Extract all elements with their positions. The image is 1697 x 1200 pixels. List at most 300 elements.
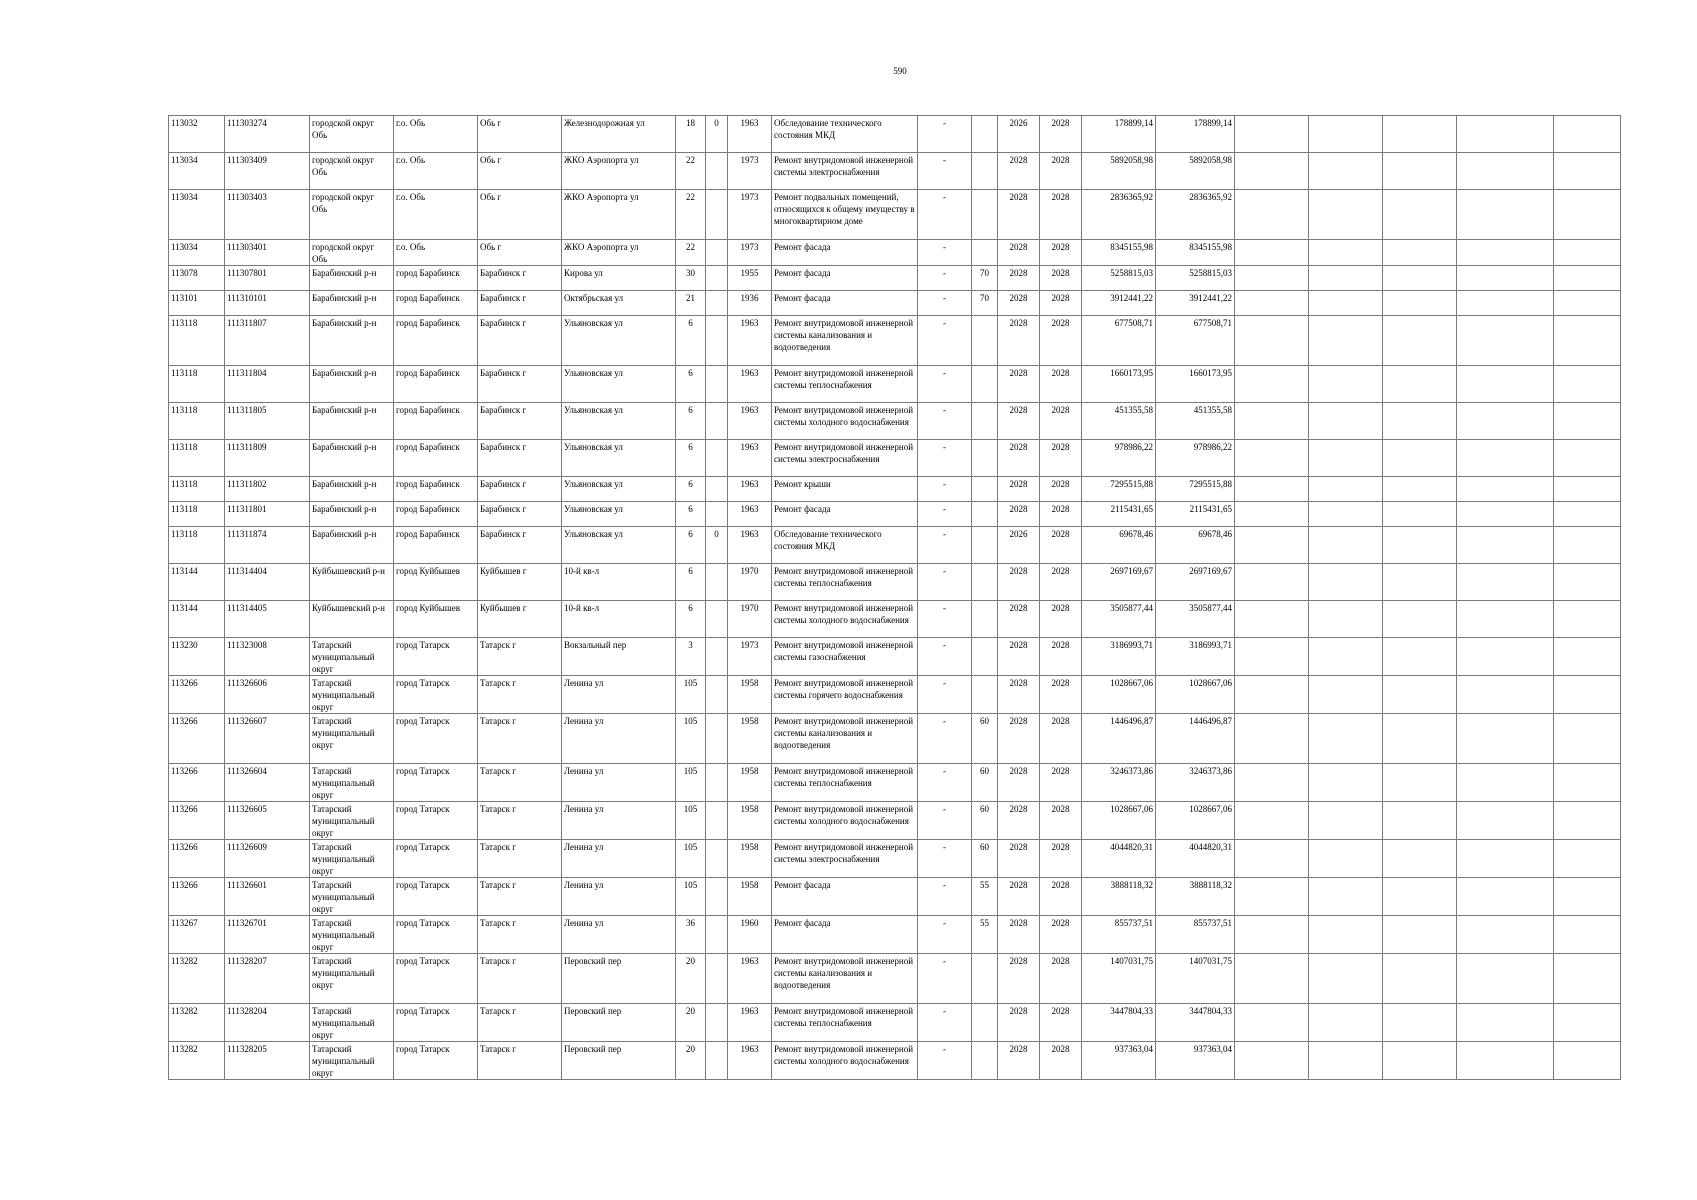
table-row (169, 1004, 1621, 1042)
cell-year: 1958 (728, 714, 772, 764)
cell-street: Ленина ул (562, 840, 676, 878)
cell-start: 2028 (998, 240, 1040, 266)
cell-start: 2028 (998, 878, 1040, 916)
cell-building (706, 564, 728, 601)
cell-house: 20 (676, 1004, 706, 1042)
cell-end: 2028 (1040, 403, 1082, 440)
table-row (169, 190, 1621, 240)
cell-cost1: 2115431,65 (1082, 502, 1156, 527)
cell-id: 113266 (169, 878, 225, 916)
cell-street: Ульяновская ул (562, 527, 676, 564)
cell-wear: 60 (972, 714, 998, 764)
cell-municipality: город Татарск (394, 1004, 478, 1042)
cell-id: 113266 (169, 714, 225, 764)
cell-district: городской округ Обь (310, 153, 394, 190)
cell-e1 (1235, 153, 1309, 190)
table-row (169, 1042, 1621, 1080)
cell-locality: Барабинск г (478, 440, 562, 477)
table-row (169, 440, 1621, 477)
cell-code: 111326601 (225, 878, 310, 916)
cell-street: Ленина ул (562, 764, 676, 802)
cell-district: Татарский муниципальный округ (310, 840, 394, 878)
cell-wear (972, 316, 998, 366)
cell-locality: Обь г (478, 240, 562, 266)
cell-e3 (1383, 1042, 1457, 1080)
cell-e5 (1554, 316, 1621, 366)
cell-locality: Барабинск г (478, 366, 562, 403)
cell-code: 111326604 (225, 764, 310, 802)
cell-street: Вокзальный пер (562, 638, 676, 676)
cell-e1 (1235, 316, 1309, 366)
cell-year: 1963 (728, 502, 772, 527)
table-row (169, 403, 1621, 440)
cell-street: ЖКО Аэропорта ул (562, 153, 676, 190)
cell-year: 1963 (728, 116, 772, 153)
cell-e2 (1309, 316, 1383, 366)
cell-id: 113282 (169, 954, 225, 1004)
cell-end: 2028 (1040, 1042, 1082, 1080)
cell-id: 113118 (169, 366, 225, 403)
cell-wear: 60 (972, 802, 998, 840)
cell-dash: - (918, 714, 972, 764)
cell-cost2: 451355,58 (1156, 403, 1235, 440)
cell-end: 2028 (1040, 477, 1082, 502)
cell-end: 2028 (1040, 840, 1082, 878)
cell-municipality: город Куйбышев (394, 564, 478, 601)
cell-wear: 70 (972, 291, 998, 316)
cell-work: Ремонт внутридомовой инженерной системы теплоснабжения (772, 764, 918, 802)
cell-e1 (1235, 527, 1309, 564)
cell-cost2: 3186993,71 (1156, 638, 1235, 676)
table-row (169, 527, 1621, 564)
cell-district: Барабинский р-н (310, 366, 394, 403)
cell-e3 (1383, 802, 1457, 840)
cell-e2 (1309, 266, 1383, 291)
cell-code: 111311874 (225, 527, 310, 564)
cell-municipality: город Татарск (394, 714, 478, 764)
cell-municipality: г.о. Обь (394, 190, 478, 240)
cell-year: 1963 (728, 1004, 772, 1042)
cell-locality: Татарск г (478, 916, 562, 954)
cell-e1 (1235, 291, 1309, 316)
cell-street: Ленина ул (562, 916, 676, 954)
cell-id: 113144 (169, 564, 225, 601)
cell-e5 (1554, 440, 1621, 477)
cell-house: 105 (676, 802, 706, 840)
cell-municipality: г.о. Обь (394, 153, 478, 190)
cell-building: 0 (706, 527, 728, 564)
cell-district: Татарский муниципальный округ (310, 954, 394, 1004)
cell-work: Ремонт крыши (772, 477, 918, 502)
cell-building (706, 291, 728, 316)
cell-e4 (1457, 954, 1554, 1004)
cell-code: 111311807 (225, 316, 310, 366)
cell-cost1: 2836365,92 (1082, 190, 1156, 240)
cell-house: 105 (676, 714, 706, 764)
cell-house: 6 (676, 403, 706, 440)
cell-e5 (1554, 676, 1621, 714)
cell-end: 2028 (1040, 153, 1082, 190)
cell-cost2: 4044820,31 (1156, 840, 1235, 878)
cell-district: Барабинский р-н (310, 291, 394, 316)
cell-e2 (1309, 153, 1383, 190)
cell-e5 (1554, 840, 1621, 878)
cell-street: Ульяновская ул (562, 440, 676, 477)
cell-dash: - (918, 916, 972, 954)
cell-street: Октябрьская ул (562, 291, 676, 316)
cell-work: Ремонт внутридомовой инженерной системы горячего водоснабжения (772, 676, 918, 714)
cell-street: 10-й кв-л (562, 564, 676, 601)
cell-street: Перовский пер (562, 1042, 676, 1080)
cell-cost1: 3447804,33 (1082, 1004, 1156, 1042)
cell-code: 111311809 (225, 440, 310, 477)
cell-cost1: 3186993,71 (1082, 638, 1156, 676)
table-row (169, 316, 1621, 366)
cell-building (706, 403, 728, 440)
cell-year: 1973 (728, 240, 772, 266)
cell-year: 1963 (728, 477, 772, 502)
cell-cost2: 937363,04 (1156, 1042, 1235, 1080)
cell-e3 (1383, 190, 1457, 240)
cell-code: 111311804 (225, 366, 310, 403)
cell-municipality: г.о. Обь (394, 116, 478, 153)
cell-work: Ремонт внутридомовой инженерной системы холодного водоснабжения (772, 802, 918, 840)
cell-wear (972, 676, 998, 714)
cell-e2 (1309, 564, 1383, 601)
cell-code: 111326609 (225, 840, 310, 878)
cell-cost1: 677508,71 (1082, 316, 1156, 366)
cell-dash: - (918, 878, 972, 916)
cell-wear (972, 638, 998, 676)
cell-start: 2028 (998, 366, 1040, 403)
cell-cost1: 978986,22 (1082, 440, 1156, 477)
cell-street: Железнодорожная ул (562, 116, 676, 153)
cell-work: Ремонт фасада (772, 502, 918, 527)
cell-cost1: 937363,04 (1082, 1042, 1156, 1080)
cell-work: Ремонт фасада (772, 291, 918, 316)
cell-start: 2028 (998, 954, 1040, 1004)
cell-e2 (1309, 291, 1383, 316)
cell-cost1: 5258815,03 (1082, 266, 1156, 291)
cell-house: 20 (676, 954, 706, 1004)
cell-code: 111323008 (225, 638, 310, 676)
cell-id: 113118 (169, 403, 225, 440)
cell-cost2: 2836365,92 (1156, 190, 1235, 240)
cell-work: Ремонт внутридомовой инженерной системы канализования и водоотведения (772, 954, 918, 1004)
cell-e1 (1235, 477, 1309, 502)
cell-e1 (1235, 878, 1309, 916)
cell-dash: - (918, 316, 972, 366)
cell-cost2: 1660173,95 (1156, 366, 1235, 403)
cell-e2 (1309, 502, 1383, 527)
cell-dash: - (918, 601, 972, 638)
cell-id: 113118 (169, 440, 225, 477)
cell-year: 1963 (728, 527, 772, 564)
table-row (169, 153, 1621, 190)
cell-code: 111311801 (225, 502, 310, 527)
cell-start: 2028 (998, 802, 1040, 840)
cell-dash: - (918, 764, 972, 802)
cell-e1 (1235, 403, 1309, 440)
cell-code: 111326606 (225, 676, 310, 714)
cell-wear: 55 (972, 916, 998, 954)
cell-street: Ульяновская ул (562, 403, 676, 440)
cell-dash: - (918, 153, 972, 190)
cell-year: 1958 (728, 764, 772, 802)
cell-id: 113144 (169, 601, 225, 638)
cell-end: 2028 (1040, 291, 1082, 316)
cell-e5 (1554, 240, 1621, 266)
cell-work: Ремонт внутридомовой инженерной системы теплоснабжения (772, 564, 918, 601)
cell-locality: Обь г (478, 190, 562, 240)
table-row (169, 878, 1621, 916)
cell-locality: Куйбышев г (478, 601, 562, 638)
cell-dash: - (918, 240, 972, 266)
cell-cost2: 1446496,87 (1156, 714, 1235, 764)
cell-start: 2026 (998, 527, 1040, 564)
cell-e1 (1235, 764, 1309, 802)
cell-wear (972, 954, 998, 1004)
cell-year: 1963 (728, 1042, 772, 1080)
cell-e4 (1457, 564, 1554, 601)
cell-municipality: город Татарск (394, 802, 478, 840)
registry-table (168, 115, 1621, 1080)
cell-locality: Барабинск г (478, 502, 562, 527)
cell-house: 6 (676, 601, 706, 638)
cell-wear (972, 1042, 998, 1080)
cell-e2 (1309, 601, 1383, 638)
table-row (169, 366, 1621, 403)
cell-house: 6 (676, 564, 706, 601)
cell-e4 (1457, 116, 1554, 153)
cell-locality: Татарск г (478, 638, 562, 676)
cell-e1 (1235, 240, 1309, 266)
cell-cost2: 5892058,98 (1156, 153, 1235, 190)
cell-cost2: 178899,14 (1156, 116, 1235, 153)
cell-wear (972, 1004, 998, 1042)
cell-e5 (1554, 954, 1621, 1004)
cell-e4 (1457, 714, 1554, 764)
cell-wear (972, 190, 998, 240)
table-row (169, 502, 1621, 527)
cell-id: 113034 (169, 240, 225, 266)
cell-e1 (1235, 714, 1309, 764)
cell-municipality: город Куйбышев (394, 601, 478, 638)
cell-wear (972, 240, 998, 266)
cell-start: 2028 (998, 403, 1040, 440)
cell-e3 (1383, 403, 1457, 440)
table-row (169, 477, 1621, 502)
cell-cost2: 1407031,75 (1156, 954, 1235, 1004)
cell-work: Ремонт фасада (772, 916, 918, 954)
cell-locality: Обь г (478, 153, 562, 190)
cell-locality: Барабинск г (478, 266, 562, 291)
cell-start: 2028 (998, 153, 1040, 190)
cell-cost1: 855737,51 (1082, 916, 1156, 954)
cell-e3 (1383, 954, 1457, 1004)
cell-id: 113101 (169, 291, 225, 316)
cell-e5 (1554, 564, 1621, 601)
cell-end: 2028 (1040, 878, 1082, 916)
cell-e4 (1457, 403, 1554, 440)
cell-building (706, 802, 728, 840)
cell-locality: Татарск г (478, 840, 562, 878)
cell-cost1: 1028667,06 (1082, 802, 1156, 840)
cell-e5 (1554, 403, 1621, 440)
cell-e5 (1554, 638, 1621, 676)
cell-e5 (1554, 1004, 1621, 1042)
cell-e3 (1383, 316, 1457, 366)
cell-e5 (1554, 266, 1621, 291)
cell-end: 2028 (1040, 116, 1082, 153)
cell-street: Ленина ул (562, 802, 676, 840)
cell-district: Барабинский р-н (310, 527, 394, 564)
cell-e1 (1235, 802, 1309, 840)
cell-e4 (1457, 291, 1554, 316)
cell-e4 (1457, 190, 1554, 240)
cell-id: 113078 (169, 266, 225, 291)
cell-code: 111307801 (225, 266, 310, 291)
cell-year: 1936 (728, 291, 772, 316)
cell-cost1: 1660173,95 (1082, 366, 1156, 403)
cell-year: 1960 (728, 916, 772, 954)
cell-wear: 60 (972, 764, 998, 802)
cell-wear (972, 440, 998, 477)
table-row (169, 564, 1621, 601)
cell-locality: Татарск г (478, 802, 562, 840)
cell-e1 (1235, 366, 1309, 403)
cell-dash: - (918, 1004, 972, 1042)
cell-end: 2028 (1040, 638, 1082, 676)
cell-work: Ремонт внутридомовой инженерной системы теплоснабжения (772, 1004, 918, 1042)
cell-e2 (1309, 527, 1383, 564)
cell-code: 111328204 (225, 1004, 310, 1042)
cell-dash: - (918, 291, 972, 316)
cell-district: Барабинский р-н (310, 477, 394, 502)
cell-municipality: город Барабинск (394, 403, 478, 440)
cell-cost2: 2697169,67 (1156, 564, 1235, 601)
cell-e2 (1309, 1004, 1383, 1042)
cell-district: Барабинский р-н (310, 403, 394, 440)
cell-e4 (1457, 764, 1554, 802)
cell-dash: - (918, 366, 972, 403)
cell-district: Татарский муниципальный округ (310, 714, 394, 764)
cell-house: 36 (676, 916, 706, 954)
cell-start: 2028 (998, 190, 1040, 240)
cell-e3 (1383, 153, 1457, 190)
cell-locality: Куйбышев г (478, 564, 562, 601)
cell-e4 (1457, 676, 1554, 714)
cell-e1 (1235, 601, 1309, 638)
cell-house: 6 (676, 440, 706, 477)
cell-building (706, 153, 728, 190)
cell-building (706, 1004, 728, 1042)
cell-e1 (1235, 916, 1309, 954)
cell-e1 (1235, 266, 1309, 291)
cell-year: 1963 (728, 316, 772, 366)
cell-work: Ремонт внутридомовой инженерной системы газоснабжения (772, 638, 918, 676)
cell-wear (972, 153, 998, 190)
cell-dash: - (918, 954, 972, 1004)
cell-year: 1973 (728, 638, 772, 676)
cell-cost1: 1446496,87 (1082, 714, 1156, 764)
cell-e1 (1235, 954, 1309, 1004)
cell-work: Ремонт внутридомовой инженерной системы холодного водоснабжения (772, 601, 918, 638)
cell-district: Барабинский р-н (310, 502, 394, 527)
cell-e4 (1457, 153, 1554, 190)
cell-e5 (1554, 764, 1621, 802)
cell-e2 (1309, 477, 1383, 502)
cell-year: 1955 (728, 266, 772, 291)
cell-e3 (1383, 764, 1457, 802)
cell-e4 (1457, 916, 1554, 954)
cell-building (706, 878, 728, 916)
cell-wear: 60 (972, 840, 998, 878)
cell-end: 2028 (1040, 190, 1082, 240)
cell-street: Ленина ул (562, 676, 676, 714)
cell-municipality: город Татарск (394, 954, 478, 1004)
cell-district: Татарский муниципальный округ (310, 676, 394, 714)
cell-municipality: город Татарск (394, 840, 478, 878)
cell-dash: - (918, 564, 972, 601)
cell-district: Барабинский р-н (310, 440, 394, 477)
cell-cost1: 8345155,98 (1082, 240, 1156, 266)
cell-e4 (1457, 366, 1554, 403)
cell-start: 2028 (998, 564, 1040, 601)
cell-e5 (1554, 291, 1621, 316)
cell-e5 (1554, 916, 1621, 954)
cell-wear (972, 477, 998, 502)
cell-e4 (1457, 601, 1554, 638)
cell-cost2: 7295515,88 (1156, 477, 1235, 502)
cell-building: 0 (706, 116, 728, 153)
cell-house: 105 (676, 840, 706, 878)
cell-e2 (1309, 802, 1383, 840)
cell-year: 1958 (728, 802, 772, 840)
cell-municipality: город Барабинск (394, 266, 478, 291)
cell-e3 (1383, 601, 1457, 638)
cell-e4 (1457, 502, 1554, 527)
cell-start: 2028 (998, 1004, 1040, 1042)
cell-dash: - (918, 266, 972, 291)
cell-district: Барабинский р-н (310, 316, 394, 366)
cell-work: Ремонт внутридомовой инженерной системы теплоснабжения (772, 366, 918, 403)
cell-dash: - (918, 116, 972, 153)
cell-wear (972, 527, 998, 564)
cell-house: 105 (676, 878, 706, 916)
cell-cost1: 5892058,98 (1082, 153, 1156, 190)
cell-e3 (1383, 477, 1457, 502)
cell-house: 18 (676, 116, 706, 153)
cell-locality: Барабинск г (478, 316, 562, 366)
cell-house: 22 (676, 190, 706, 240)
cell-municipality: город Барабинск (394, 527, 478, 564)
cell-e3 (1383, 676, 1457, 714)
cell-municipality: город Татарск (394, 878, 478, 916)
cell-e4 (1457, 1042, 1554, 1080)
cell-e5 (1554, 502, 1621, 527)
cell-e3 (1383, 840, 1457, 878)
cell-end: 2028 (1040, 802, 1082, 840)
cell-municipality: город Татарск (394, 916, 478, 954)
cell-locality: Барабинск г (478, 527, 562, 564)
cell-house: 6 (676, 477, 706, 502)
cell-building (706, 1042, 728, 1080)
cell-district: Татарский муниципальный округ (310, 1042, 394, 1080)
table-row (169, 116, 1621, 153)
cell-id: 113266 (169, 802, 225, 840)
cell-e2 (1309, 240, 1383, 266)
